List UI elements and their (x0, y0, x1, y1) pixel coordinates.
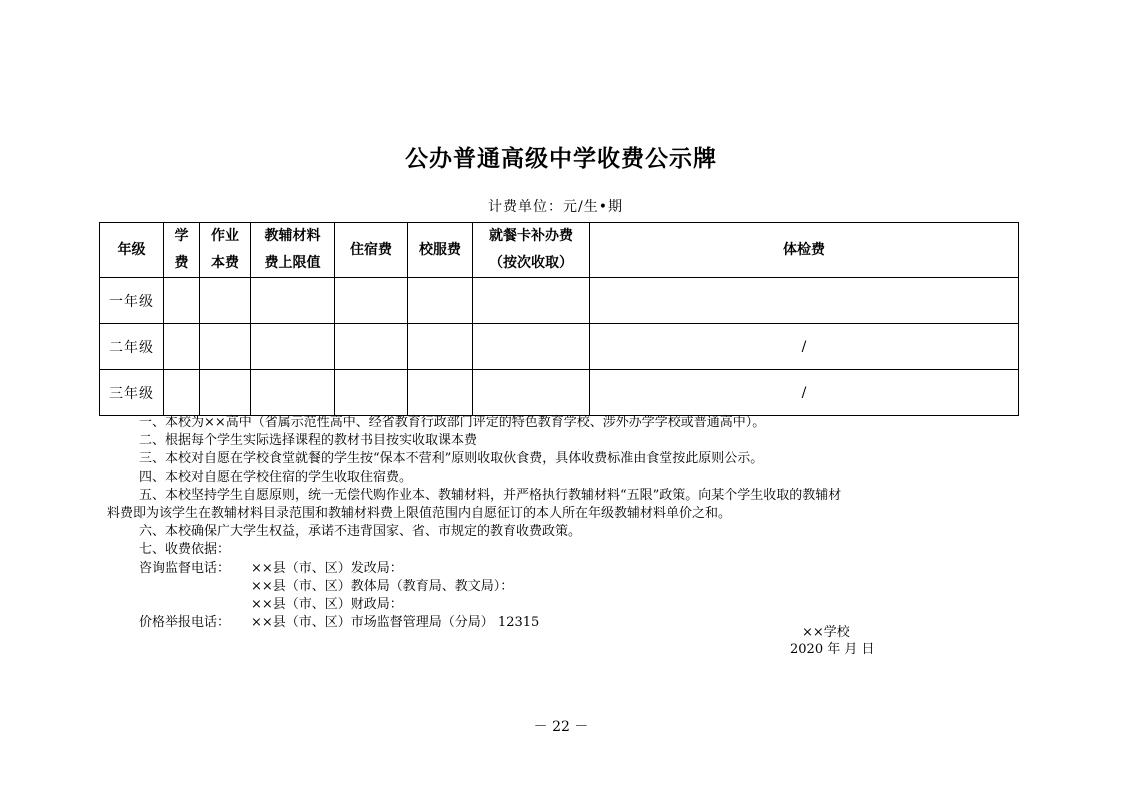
note-item: 一、本校为××高中（省属示范性高中、经省教育行政部门评定的特色教育学校、涉外办学学校或普通高中）。 (139, 415, 766, 430)
header-tuition: 学 费 (164, 223, 200, 278)
table-cell (200, 324, 251, 370)
note-item: 三、本校对自愿在学校食堂就餐的学生按“保本不营利”原则收取伙食费，具体收费标准由食堂按此原则公示。 (139, 451, 764, 467)
price-report-label: 价格举报电话： (139, 615, 231, 631)
consult-phone-line: ××县（市、区）财政局： (251, 597, 403, 612)
signature-block (790, 624, 874, 658)
consult-phone-row (107, 578, 1019, 596)
table-row (100, 278, 1019, 324)
consult-phone-line: ××县（市、区）发改局： (251, 560, 403, 576)
table-cell (335, 370, 408, 416)
table-cell (408, 278, 473, 324)
table-cell (164, 324, 200, 370)
page-number: － 22 － (533, 719, 589, 735)
table-cell (200, 278, 251, 324)
table-cell (408, 324, 473, 370)
fee-table (99, 222, 1019, 416)
consult-phone-row (107, 596, 1019, 614)
note-item: 五、本校坚持学生自愿原则，统一无偿代购作业本、教辅材料，并严格执行教辅材料“五限”政策。向某个学生收取的教辅材 (139, 487, 842, 503)
table-cell (335, 278, 408, 324)
note-item: 六、本校确保广大学生权益，承诺不违背国家、省、市规定的教育收费政策。 (139, 524, 582, 540)
table-cell (335, 324, 408, 370)
consult-phone-label: 咨询监督电话： (139, 560, 231, 576)
consult-phone-row (107, 560, 1019, 578)
header-meal-card-reissue-fee: 就餐卡补办费 （按次收取） (473, 223, 590, 278)
table-cell (473, 370, 590, 416)
header-medical-exam-fee: 体检费 (590, 223, 1019, 278)
billing-unit: 计费单位：元/生•期 (488, 199, 623, 215)
table-cell (473, 324, 590, 370)
table-row (100, 324, 1019, 370)
school-name: ××学校 (802, 625, 850, 640)
table-cell (251, 278, 335, 324)
header-grade: 年级 (100, 223, 164, 278)
table-header-row (100, 223, 1019, 278)
consult-phone-line: ××县（市、区）教体局（教育局、教文局）： (251, 578, 514, 594)
table-cell (408, 370, 473, 416)
price-report-line: ××县（市、区）市场监督管理局（分局） 12315 (251, 615, 540, 631)
signature-date: 2020 年 月 日 (790, 642, 875, 657)
table-cell (590, 278, 1019, 324)
note-item: 四、本校对自愿在学校住宿的学生收取住宿费。 (139, 469, 413, 485)
notes-section (107, 414, 1019, 632)
header-supplementary-material-cap: 教辅材料 费上限值 (251, 223, 335, 278)
table-cell: / (590, 324, 1019, 370)
table-cell (164, 370, 200, 416)
note-item-continuation: 料费即为该学生在教辅材料目录范围和教辅材料费上限值范围内自愿征订的本人所在年级教辅材料单价之和。 (107, 506, 732, 522)
grade-cell: 一年级 (100, 278, 164, 324)
header-uniform-fee: 校服费 (408, 223, 473, 278)
table-cell (473, 278, 590, 324)
note-item: 七、收费依据： (139, 542, 231, 558)
table-row (100, 370, 1019, 416)
table-cell (251, 370, 335, 416)
table-cell (164, 278, 200, 324)
price-report-row (107, 614, 1019, 632)
table-cell: / (590, 370, 1019, 416)
grade-cell: 二年级 (100, 324, 164, 370)
note-item: 二、根据每个学生实际选择课程的教材书目按实收取课本费 (139, 433, 478, 449)
table-cell (200, 370, 251, 416)
header-accommodation-fee: 住宿费 (335, 223, 408, 278)
page-title: 公办普通高级中学收费公示牌 (405, 146, 717, 172)
grade-cell: 三年级 (100, 370, 164, 416)
table-cell (251, 324, 335, 370)
header-workbook-fee: 作业 本费 (200, 223, 251, 278)
